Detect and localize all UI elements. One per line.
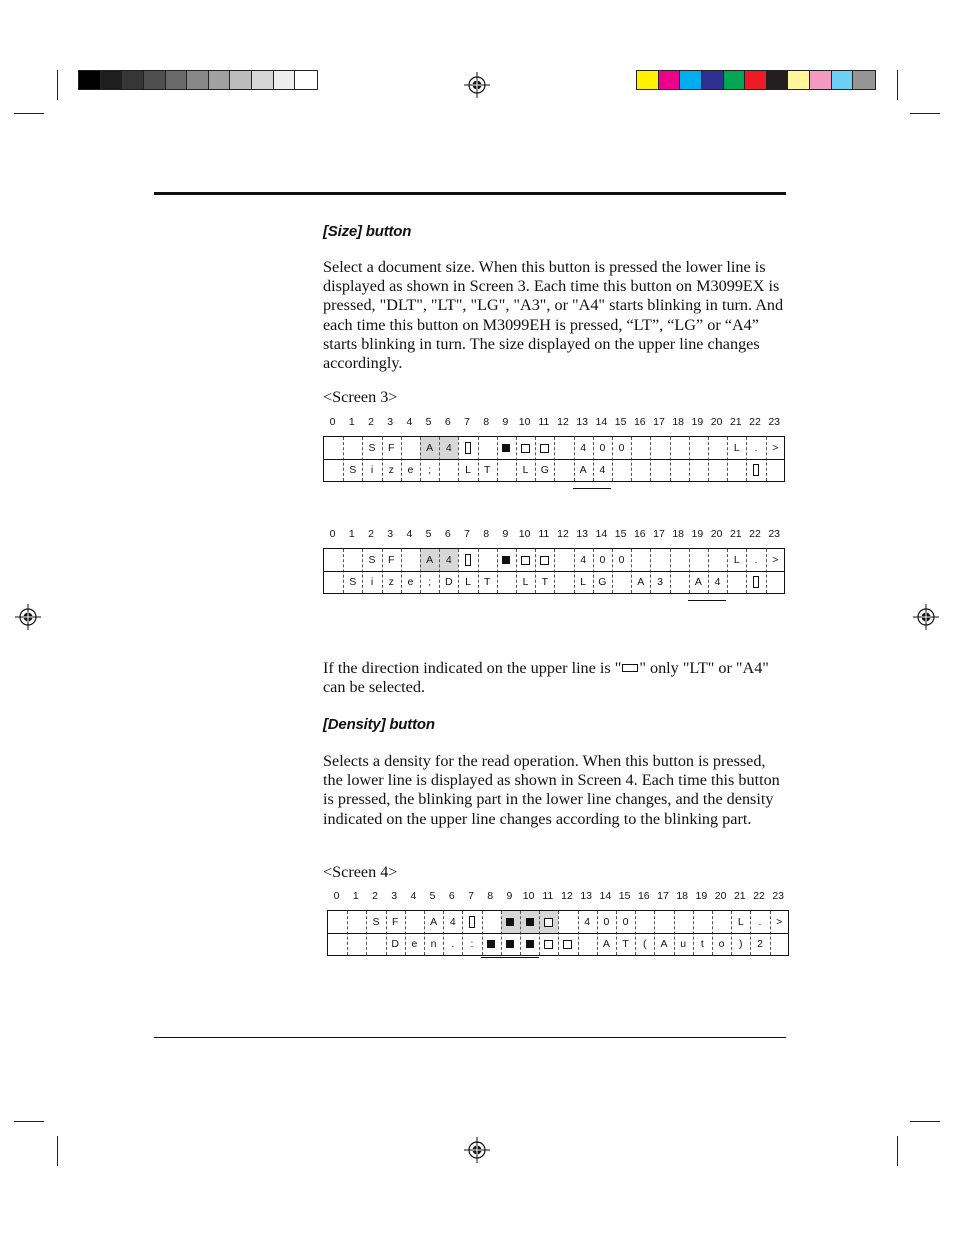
- lcd-cell: [478, 549, 497, 571]
- column-number: 11: [538, 416, 550, 428]
- lcd-cell: S: [368, 442, 376, 454]
- blink-underline: [573, 488, 611, 489]
- lcd-cell: [347, 933, 366, 955]
- lcd-cell: [650, 459, 669, 481]
- column-number: 5: [429, 890, 436, 902]
- lcd-cell: 2: [757, 938, 763, 950]
- lcd-cell: 4: [580, 442, 587, 454]
- lcd-cell: [558, 911, 577, 933]
- blink-underline: [481, 957, 539, 958]
- lcd-cell: T: [483, 576, 491, 588]
- column-number: 8: [483, 528, 490, 540]
- column-number: 17: [657, 890, 669, 902]
- column-number: 10: [522, 890, 535, 902]
- lcd-cell: [670, 437, 689, 459]
- size-button-description: Select a document size. When this button is pressed the lower line is displayed as shown in Screen 3. Each time this button on M3099EX is pressed, "DLT", "LT", "LG", "A3", or "A4" starts blinking in turn. And each time this button on M3099EH is pressed, “LT”, “LG” or “A4” starts blinking in turn. The size displayed on the upper line changes accordingly.: [323, 258, 784, 373]
- column-number: 3: [387, 416, 394, 428]
- lcd-cell: [497, 549, 516, 571]
- lcd-cell: 4: [714, 576, 721, 588]
- lcd-cell: 0: [603, 916, 610, 928]
- lcd-cell: S: [372, 916, 380, 928]
- calibration-swatch: [832, 71, 854, 89]
- lcd-cell: [535, 549, 554, 571]
- lcd-screen-4: [327, 890, 789, 956]
- lcd-cell: e: [407, 464, 414, 476]
- portrait-direction-icon: [465, 554, 471, 566]
- lcd-cell: F: [387, 442, 395, 454]
- lcd-cell: [458, 437, 477, 459]
- lcd-cell: [458, 549, 477, 571]
- lcd-cell: [693, 911, 712, 933]
- filled-square-icon: [502, 444, 510, 452]
- lcd-screen-3b: [323, 528, 785, 594]
- lcd-cell: L: [465, 576, 471, 588]
- lcd-cell: (: [643, 938, 647, 950]
- lcd-cell: [650, 549, 669, 571]
- portrait-direction-icon: [465, 442, 471, 454]
- lcd-cell: [497, 571, 516, 593]
- column-number: 12: [557, 416, 569, 428]
- lcd-cell: [516, 437, 535, 459]
- column-number: 14: [595, 416, 608, 428]
- column-number: 2: [372, 890, 378, 902]
- column-number: 19: [695, 890, 708, 902]
- column-number: 19: [691, 416, 704, 428]
- lcd-cell: L: [733, 554, 740, 566]
- lcd-cell: ;: [428, 464, 432, 476]
- filled-square-icon: [506, 918, 514, 926]
- lcd-cell: 4: [580, 554, 587, 566]
- lcd-cell: [343, 549, 362, 571]
- lcd-cell: [516, 549, 535, 571]
- lcd-cell: i: [370, 464, 374, 476]
- lcd-cell: A: [430, 916, 438, 928]
- column-number: 16: [637, 890, 650, 902]
- calibration-swatch: [209, 71, 231, 89]
- density-button-heading: [Density] button: [323, 716, 435, 733]
- filled-square-icon: [506, 940, 514, 948]
- lcd-cell: 0: [618, 442, 625, 454]
- line-divider: [324, 459, 784, 460]
- lcd-cell: [497, 437, 516, 459]
- column-number: 18: [672, 416, 685, 428]
- lcd-cell: [328, 933, 347, 955]
- lcd-cell: S: [349, 464, 357, 476]
- lcd-cell: z: [388, 576, 394, 588]
- lcd-cell: 0: [599, 442, 606, 454]
- registration-mark-icon: [464, 72, 490, 98]
- column-number: 10: [518, 528, 531, 540]
- column-number: 23: [768, 528, 781, 540]
- column-number: 6: [448, 890, 455, 902]
- lcd-screen-3a: [323, 416, 785, 482]
- lcd-cell: A: [637, 576, 645, 588]
- lcd-cell: >: [772, 554, 779, 566]
- lcd-cell: 4: [599, 464, 606, 476]
- column-number: 8: [483, 416, 490, 428]
- column-number: 18: [672, 528, 685, 540]
- density-button-description: Selects a density for the read operation. When this button is pressed, the lower line is displayed as shown in Screen 4. Each time this button is pressed, the blinking part in the lower line changes, and the density indicated on the upper line changes according to the blinking part.: [323, 752, 780, 828]
- lcd-cell: [689, 437, 708, 459]
- lcd-cell: L: [737, 916, 744, 928]
- lcd-cell: 4: [439, 549, 458, 571]
- calibration-swatch: [745, 71, 767, 89]
- lcd-display: [327, 910, 789, 956]
- lcd-cell: 0: [622, 916, 629, 928]
- column-number: 3: [387, 528, 394, 540]
- calibration-swatch: [637, 71, 659, 89]
- column-number: 5: [425, 528, 432, 540]
- column-number: 2: [368, 416, 374, 428]
- grayscale-calibration-bar: [78, 70, 318, 90]
- lcd-cell: F: [387, 554, 395, 566]
- column-number: 14: [595, 528, 608, 540]
- lcd-cell: .: [754, 442, 758, 454]
- bottom-rule: [154, 1037, 786, 1038]
- column-number: 15: [614, 416, 627, 428]
- calibration-swatch: [274, 71, 296, 89]
- column-number: 4: [406, 528, 413, 540]
- lcd-cell: L: [522, 576, 529, 588]
- column-number: 23: [772, 890, 785, 902]
- column-number: 7: [464, 416, 470, 428]
- lcd-cell: [712, 911, 731, 933]
- lcd-cell: [324, 459, 343, 481]
- empty-square-icon: [521, 556, 530, 565]
- lcd-cell: i: [370, 576, 374, 588]
- column-number: 22: [749, 416, 761, 428]
- lcd-cell: [689, 549, 708, 571]
- screen-3-label: <Screen 3>: [323, 388, 398, 406]
- lcd-cell: [746, 459, 765, 481]
- registration-mark-icon: [913, 604, 939, 630]
- lcd-cell: T: [483, 464, 491, 476]
- lcd-cell: [708, 459, 727, 481]
- column-number: 7: [464, 528, 470, 540]
- calibration-swatch: [252, 71, 274, 89]
- calibration-swatch: [230, 71, 252, 89]
- lcd-cell: [401, 549, 420, 571]
- column-number: 21: [729, 416, 742, 428]
- lcd-cell: [324, 571, 343, 593]
- lcd-cell: e: [407, 576, 414, 588]
- calibration-swatch: [79, 71, 101, 89]
- lcd-cell: [670, 571, 689, 593]
- lcd-cell: D: [391, 938, 399, 950]
- lcd-cell: 0: [618, 554, 625, 566]
- lcd-cell: A: [660, 938, 668, 950]
- column-number: 4: [410, 890, 417, 902]
- lcd-cell: [554, 571, 573, 593]
- registration-mark-icon: [464, 1137, 490, 1163]
- lcd-cell: [501, 911, 520, 933]
- empty-square-icon: [563, 940, 572, 949]
- lcd-cell: A: [420, 437, 439, 459]
- column-number: 0: [329, 528, 336, 540]
- crop-mark: [897, 1136, 898, 1166]
- calibration-swatch: [767, 71, 789, 89]
- lcd-cell: [343, 437, 362, 459]
- column-number: 15: [618, 890, 631, 902]
- lcd-cell: 3: [657, 576, 663, 588]
- filled-square-icon: [502, 556, 510, 564]
- calibration-swatch: [187, 71, 209, 89]
- line-divider: [324, 571, 784, 572]
- lcd-cell: [558, 933, 577, 955]
- lcd-cell: [670, 459, 689, 481]
- calibration-swatch: [166, 71, 188, 89]
- lcd-cell: L: [733, 442, 740, 454]
- lcd-cell: [635, 911, 654, 933]
- lcd-cell: ): [739, 938, 743, 950]
- lcd-cell: [482, 933, 501, 955]
- lcd-cell: [631, 437, 650, 459]
- lcd-cell: L: [522, 464, 529, 476]
- lcd-display: [323, 436, 785, 482]
- lcd-cell: .: [758, 916, 762, 928]
- lcd-cell: [708, 549, 727, 571]
- column-number: 22: [753, 890, 765, 902]
- lcd-cell: [535, 437, 554, 459]
- lcd-cell: e: [411, 938, 418, 950]
- column-number: 20: [714, 890, 727, 902]
- lcd-cell: [746, 571, 765, 593]
- lcd-cell: [727, 459, 746, 481]
- column-number: 1: [348, 416, 355, 428]
- lcd-cell: S: [368, 554, 376, 566]
- column-number: 20: [710, 528, 723, 540]
- lcd-cell: [554, 459, 573, 481]
- column-number-row: [323, 528, 785, 544]
- direction-note-before: If the direction indicated on the upper line is ": [323, 659, 622, 677]
- lcd-cell: G: [598, 576, 607, 588]
- column-number: 2: [368, 528, 374, 540]
- column-number: 12: [557, 528, 569, 540]
- column-number: 8: [487, 890, 494, 902]
- direction-note: [323, 659, 787, 697]
- lcd-cell: [670, 549, 689, 571]
- lcd-display: [323, 548, 785, 594]
- screen-4-label: <Screen 4>: [323, 863, 398, 881]
- column-number: 16: [633, 528, 646, 540]
- lcd-cell: L: [580, 576, 587, 588]
- column-number: 5: [425, 416, 432, 428]
- lcd-cell: A: [694, 576, 702, 588]
- lcd-cell: [708, 437, 727, 459]
- crop-mark: [910, 113, 940, 114]
- column-number: 10: [518, 416, 531, 428]
- lcd-cell: [497, 459, 516, 481]
- lcd-cell: ;: [428, 576, 432, 588]
- lcd-cell: [462, 911, 481, 933]
- lcd-cell: [612, 571, 631, 593]
- column-number-row: [323, 416, 785, 432]
- registration-mark-icon: [15, 604, 41, 630]
- lcd-cell: u: [680, 938, 687, 950]
- lcd-cell: [578, 933, 597, 955]
- crop-mark: [57, 1136, 58, 1166]
- lcd-cell: [631, 549, 650, 571]
- calibration-swatch: [853, 71, 875, 89]
- lcd-cell: T: [622, 938, 629, 950]
- empty-square-icon: [544, 918, 553, 927]
- empty-square-icon: [540, 444, 549, 453]
- column-number: 16: [633, 416, 646, 428]
- calibration-swatch: [702, 71, 724, 89]
- column-number: 1: [348, 528, 355, 540]
- column-number: 23: [768, 416, 781, 428]
- lcd-cell: F: [391, 916, 399, 928]
- column-number: 18: [676, 890, 689, 902]
- column-number: 21: [729, 528, 742, 540]
- column-number: 0: [329, 416, 336, 428]
- lcd-cell: [689, 459, 708, 481]
- portrait-direction-icon: [753, 576, 759, 588]
- line-divider: [328, 933, 788, 934]
- calibration-swatch: [680, 71, 702, 89]
- filled-square-icon: [526, 918, 534, 926]
- lcd-cell: [478, 437, 497, 459]
- portrait-direction-icon: [469, 916, 475, 928]
- column-number: 3: [391, 890, 398, 902]
- column-number: 13: [580, 890, 593, 902]
- lcd-cell: 4: [439, 437, 458, 459]
- lcd-cell: [328, 911, 347, 933]
- column-number: 17: [653, 528, 665, 540]
- column-number: 15: [614, 528, 627, 540]
- lcd-cell: [654, 911, 673, 933]
- lcd-cell: L: [465, 464, 471, 476]
- lcd-cell: [405, 911, 424, 933]
- crop-mark: [14, 113, 44, 114]
- crop-mark: [57, 70, 58, 100]
- blink-underline: [688, 600, 726, 601]
- lcd-cell: [766, 571, 785, 593]
- direction-note-after: " only "LT" or "A4" can be selected.: [323, 659, 769, 697]
- lcd-cell: T: [541, 576, 548, 588]
- column-number: 13: [576, 416, 589, 428]
- column-number: 6: [444, 416, 451, 428]
- empty-square-icon: [544, 940, 553, 949]
- lcd-cell: t: [700, 938, 704, 950]
- lcd-cell: [366, 933, 385, 955]
- lcd-cell: S: [349, 576, 357, 588]
- lcd-cell: [520, 911, 539, 933]
- calibration-swatch: [122, 71, 144, 89]
- lcd-cell: [770, 933, 789, 955]
- lcd-cell: D: [444, 576, 453, 588]
- lcd-cell: [401, 437, 420, 459]
- lcd-cell: :: [470, 938, 474, 950]
- lcd-cell: [674, 911, 693, 933]
- lcd-cell: .: [754, 554, 758, 566]
- lcd-cell: [631, 459, 650, 481]
- column-number: 9: [502, 528, 509, 540]
- lcd-cell: [766, 459, 785, 481]
- lcd-cell: n: [430, 938, 437, 950]
- column-number: 1: [352, 890, 359, 902]
- lcd-cell: 4: [584, 916, 591, 928]
- lcd-cell: o: [718, 938, 725, 950]
- crop-mark: [897, 70, 898, 100]
- lcd-cell: A: [602, 938, 610, 950]
- filled-square-icon: [487, 940, 495, 948]
- calibration-swatch: [659, 71, 681, 89]
- calibration-swatch: [810, 71, 832, 89]
- lcd-cell: [520, 933, 539, 955]
- lcd-cell: [554, 437, 573, 459]
- lcd-cell: [347, 911, 366, 933]
- lcd-cell: [439, 459, 458, 481]
- lcd-cell: [727, 571, 746, 593]
- color-calibration-bar: [636, 70, 876, 90]
- lcd-cell: [554, 549, 573, 571]
- column-number-row: [327, 890, 789, 906]
- lcd-cell: G: [540, 464, 549, 476]
- column-number: 9: [502, 416, 509, 428]
- lcd-cell: [539, 911, 558, 933]
- calibration-swatch: [788, 71, 810, 89]
- crop-mark: [14, 1121, 44, 1122]
- calibration-swatch: [295, 71, 317, 89]
- column-number: 0: [333, 890, 340, 902]
- lcd-cell: >: [772, 442, 779, 454]
- column-number: 21: [733, 890, 746, 902]
- calibration-swatch: [144, 71, 166, 89]
- lcd-cell: >: [776, 916, 783, 928]
- lcd-cell: [501, 933, 520, 955]
- filled-square-icon: [526, 940, 534, 948]
- column-number: 11: [538, 528, 550, 540]
- column-number: 11: [542, 890, 554, 902]
- size-button-heading: [Size] button: [323, 223, 412, 240]
- empty-square-icon: [521, 444, 530, 453]
- lcd-cell: 0: [599, 554, 606, 566]
- lcd-cell: z: [388, 464, 394, 476]
- column-number: 22: [749, 528, 761, 540]
- column-number: 9: [506, 890, 513, 902]
- lcd-cell: .: [451, 938, 455, 950]
- column-number: 4: [406, 416, 413, 428]
- column-number: 14: [599, 890, 612, 902]
- column-number: 19: [691, 528, 704, 540]
- column-number: 20: [710, 416, 723, 428]
- portrait-direction-icon: [753, 464, 759, 476]
- lcd-cell: [324, 549, 343, 571]
- column-number: 17: [653, 416, 665, 428]
- lcd-cell: [650, 437, 669, 459]
- top-rule: [154, 192, 786, 195]
- calibration-swatch: [724, 71, 746, 89]
- lcd-cell: [612, 459, 631, 481]
- lcd-cell: [324, 437, 343, 459]
- lcd-cell: A: [579, 464, 587, 476]
- crop-mark: [910, 1121, 940, 1122]
- landscape-direction-icon: [622, 664, 638, 672]
- column-number: 13: [576, 528, 589, 540]
- empty-square-icon: [540, 556, 549, 565]
- column-number: 7: [468, 890, 474, 902]
- lcd-cell: [482, 911, 501, 933]
- calibration-swatch: [101, 71, 123, 89]
- lcd-cell: 4: [449, 916, 456, 928]
- column-number: 12: [561, 890, 573, 902]
- lcd-cell: [539, 933, 558, 955]
- lcd-cell: A: [420, 549, 439, 571]
- column-number: 6: [444, 528, 451, 540]
